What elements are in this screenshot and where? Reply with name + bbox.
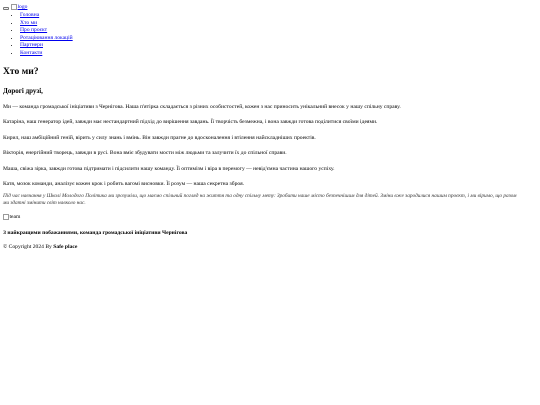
nav-item-about-project (20, 27, 537, 35)
member-paragraph-katya: Катя, мозок команди, аналізує кожен крок і робить вагомі висновки. Її розум — наша секретна зброя. (3, 181, 245, 188)
broken-image-icon (11, 4, 17, 10)
page-title: Хто ми? (3, 65, 39, 77)
greeting-heading: Дорогі друзі, (3, 86, 43, 95)
footer-copyright: © Copyright 2024 By (3, 244, 52, 251)
nav-item-home (20, 12, 537, 20)
nav-link-about-project[interactable]: Про проєкт (20, 27, 48, 34)
nav-link-home[interactable]: Головна (20, 12, 40, 18)
team-image-alt-text: team (9, 213, 21, 220)
member-paragraph-viktoria: Вікторія, енергійний творець, завжди в русі. Вона вміє збудувати мости між людьми та залучити їх до спільної справи. (3, 150, 287, 157)
footer-brand: Safe place (53, 244, 78, 251)
nav-link-locations[interactable]: Ротаціювання локацій (20, 34, 73, 41)
footer (3, 243, 537, 251)
nav-item-contacts (20, 50, 537, 58)
mission-quote: Під час навчання у Школі Молодого Політика ми зрозуміли, що маємо спільний погляд на життя та одну спільну мету: Зробити наше місто безпечнішим для дітей. Зміни вже зародилися нашим проєкт, і ми віримо, що разом ми здатні змінити світ навколо нас. (3, 192, 517, 206)
nav-item-locations (20, 35, 537, 43)
menu-toggle-button[interactable] (3, 7, 9, 10)
team-image (3, 213, 537, 221)
nav-link-partners[interactable]: Партнери (20, 42, 43, 49)
nav-link-contacts[interactable]: Контакти (20, 49, 43, 56)
nav-item-who-we-are (20, 20, 537, 28)
broken-image-icon (3, 214, 9, 220)
member-paragraph-kyryl: Кирил, наш амбіційний геній, вірить у силу знань і вмінь. Він завжди прагне до вдосконалення і втілення найскладніших проектів. (3, 134, 316, 141)
signature: З найкращими побажаннями, команда громадської ініціативи Чернігова (3, 230, 188, 237)
main-nav (3, 12, 537, 58)
nav-item-partners (20, 42, 537, 50)
nav-link-who-we-are[interactable]: Хто ми (20, 19, 38, 26)
member-paragraph-katarina: Катаріна, наш генератор ідей, завжди має нестандартний підхід до вирішення завдань. Її творчість безмежна, і вона завжди готова поділитися своїми ідеями. (3, 119, 378, 126)
logo-alt-text: logo (17, 4, 28, 10)
intro-paragraph: Ми — команда громадської ініціативи з Чернігова. Наша п'ятірка складається з різних особистостей, кожен з нас приносить унікальний внесок у нашу спільну справу. (3, 103, 401, 110)
header (3, 3, 537, 12)
member-paragraph-masha: Маша, свіжа зірка, завжди готова підтримати і підсилити нашу команду. Її оптимізм і віра в перемогу — невід'ємна частина нашого успіху. (3, 165, 335, 172)
logo-link[interactable] (11, 4, 27, 11)
